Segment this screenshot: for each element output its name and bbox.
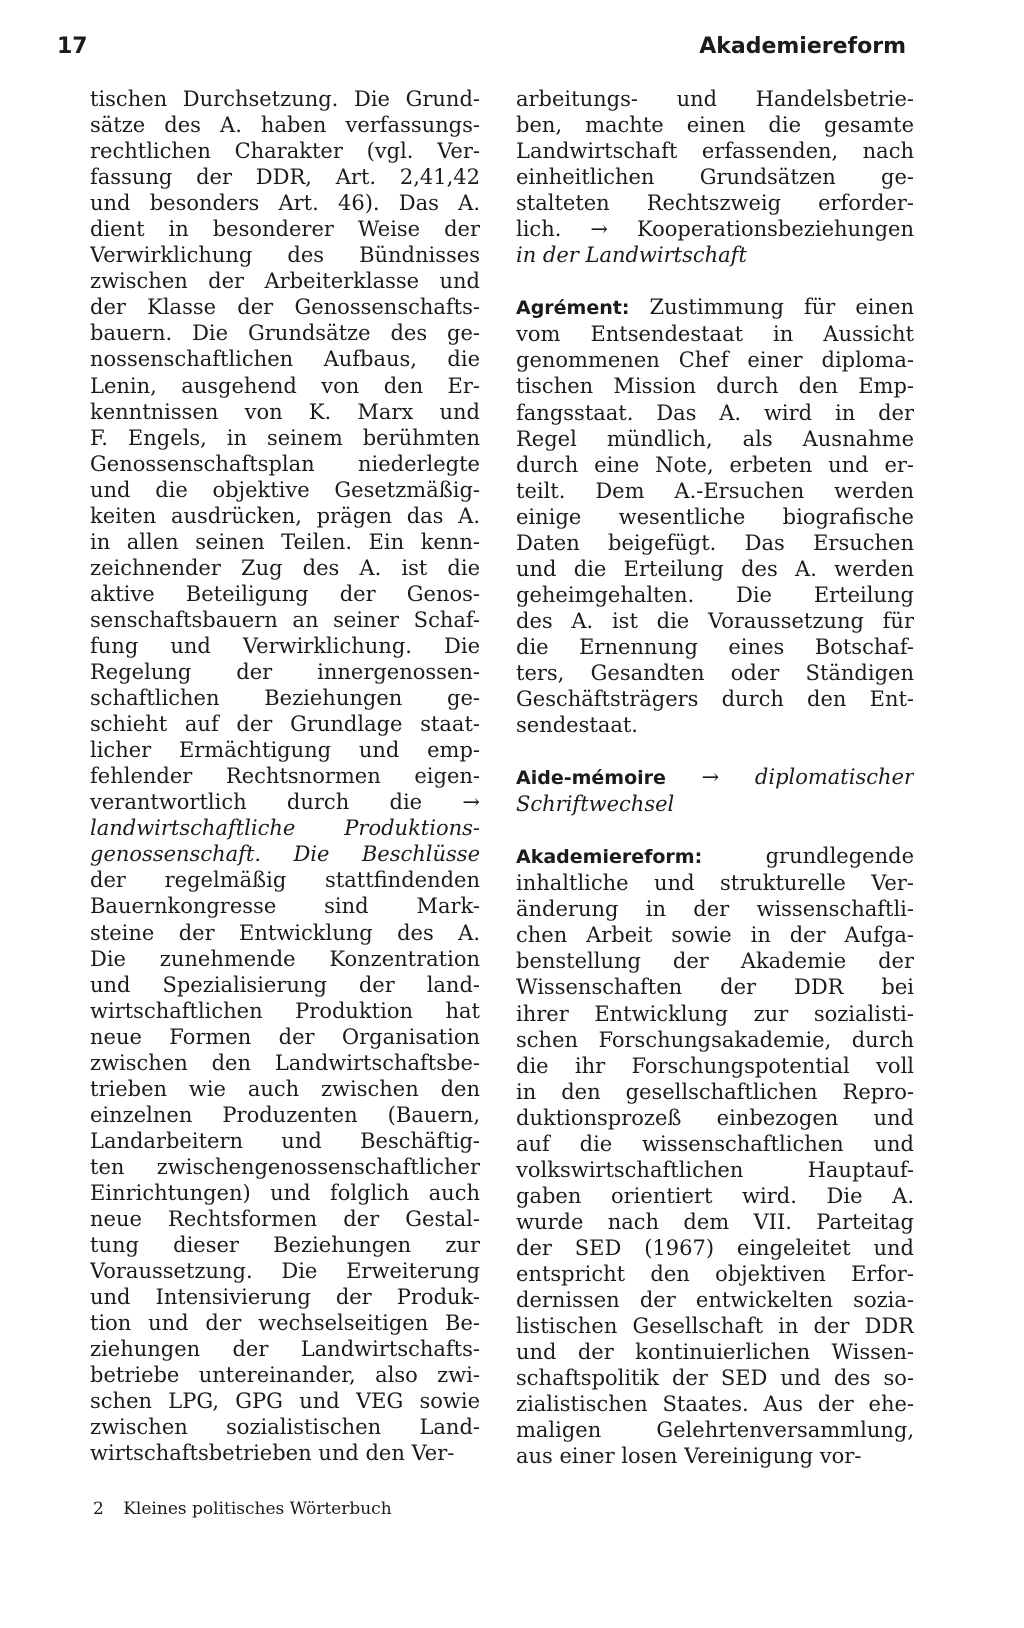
text-line: keiten ausdrücken, prägen das A.: [90, 503, 480, 528]
text-line: chen Arbeit sowie in der Aufga-: [516, 923, 914, 948]
text-line: Einrichtungen) und folglich auch: [90, 1180, 480, 1205]
text-line: ters, Gesandten oder Ständigen: [516, 660, 914, 685]
entry-aide-memoire: [516, 764, 914, 817]
text-line: schen LPG, GPG und VEG sowie: [90, 1389, 480, 1414]
text-line: Regelung der innergenossen-: [90, 660, 480, 685]
text-line: duktionsprozeß einbezogen und: [516, 1105, 914, 1130]
text-line: und besonders Art. 46). Das A.: [90, 191, 480, 216]
entry-akademiereform: [516, 843, 914, 1469]
text-line: entspricht den objektiven Erfor-: [516, 1261, 914, 1286]
text-line: rechtlichen Charakter (vgl. Ver-: [90, 139, 480, 164]
entry-agrement: [516, 294, 914, 738]
text-line: schen Forschungsakademie, durch: [516, 1027, 914, 1052]
text-line: senschaftsbauern an seiner Schaf-: [90, 607, 480, 632]
left-column: [90, 86, 480, 1466]
right-column: [516, 86, 914, 1469]
text-line: lich. → Kooperationsbeziehungen: [516, 217, 914, 242]
text-line: zeichnender Zug des A. ist die: [90, 555, 480, 580]
text-line: tischen Mission durch den Emp-: [516, 374, 914, 399]
text-line: aktive Beteiligung der Genos-: [90, 581, 480, 606]
text-line: nossenschaftlichen Aufbaus, die: [90, 347, 480, 372]
text-line: Landwirtschaft erfassenden, nach: [516, 139, 914, 164]
text-line: ben, machte einen die gesamte: [516, 113, 914, 138]
text-line: Daten beigefügt. Das Ersuchen: [516, 530, 914, 555]
text-line: Voraussetzung. Die Erweiterung: [90, 1259, 480, 1284]
text-line: dernissen der entwickelten sozia-: [516, 1288, 914, 1313]
text-line: landwirtschaftliche Produktions-: [90, 816, 480, 841]
text-line: teilt. Dem A.-Ersuchen werden: [516, 478, 914, 503]
text-line: die Ernennung eines Botschaf-: [516, 634, 914, 659]
text-line: und der kontinuierlichen Wissen-: [516, 1340, 914, 1365]
text-line: und die Erteilung des A. werden: [516, 556, 914, 581]
text-line: ziehungen der Landwirtschafts-: [90, 1337, 480, 1362]
text-line: Wissenschaften der DDR bei: [516, 975, 914, 1000]
signature-mark: 2: [93, 1499, 104, 1519]
running-head: Akademiereform: [699, 34, 906, 59]
text-line: schieht auf der Grundlage staat-: [90, 712, 480, 737]
text-line: arbeitungs- und Handelsbetrie-: [516, 87, 914, 111]
text-line: änderung in der wissenschaftli-: [516, 897, 914, 922]
text-line: zwischen den Landwirtschaftsbe-: [90, 1050, 480, 1075]
text-line: und Spezialisierung der land-: [90, 972, 480, 997]
text-line: wurde nach dem VII. Parteitag: [516, 1209, 914, 1234]
text-line: vom Entsendestaat in Aussicht: [516, 322, 914, 347]
lemma-agrement: Agrément:: [516, 297, 630, 320]
text-line: auf die wissenschaftlichen und: [516, 1131, 914, 1156]
footer: [93, 1499, 392, 1519]
text-line: betriebe untereinander, also zwi-: [90, 1363, 480, 1388]
text-line: trieben wie auch zwischen den: [90, 1076, 480, 1101]
text-line: volkswirtschaftlichen Hauptauf-: [516, 1157, 914, 1182]
text-line: F. Engels, in seinem berühmten: [90, 425, 480, 450]
text-line: der SED (1967) eingeleitet und: [516, 1235, 914, 1260]
text-line: in den gesellschaftlichen Repro-: [516, 1079, 914, 1104]
text-line: und die objektive Gesetzmäßig-: [90, 477, 480, 502]
entry-first-line: [516, 294, 914, 321]
text-line: neue Rechtsformen der Gestal-: [90, 1207, 480, 1232]
text-line: und Intensivierung der Produk-: [90, 1285, 480, 1310]
text-line: in allen seinen Teilen. Ein kenn-: [90, 529, 480, 554]
text-line: steine der Entwicklung des A.: [90, 920, 480, 945]
text-line: dient in besonderer Weise der: [90, 217, 480, 242]
lemma-aide-memoire: Aide-mémoire: [516, 767, 666, 790]
text-line: kenntnissen von K. Marx und: [90, 399, 480, 424]
text-line: einige wesentliche biografische: [516, 504, 914, 529]
text-line: tischen Durchsetzung. Die Grund-: [90, 87, 480, 111]
text-line: in der Landwirtschaft: [516, 243, 747, 268]
text-line: Genossenschaftsplan niederlegte: [90, 451, 480, 476]
text-line: sendestaat.: [516, 713, 638, 738]
text-line: inhaltliche und strukturelle Ver-: [516, 871, 914, 896]
text-line: schaftlichen Beziehungen ge-: [90, 686, 480, 711]
text-line: Schriftwechsel: [516, 792, 675, 817]
text-line: neue Formen der Organisation: [90, 1024, 480, 1049]
definition-start: grundlegende: [702, 844, 914, 869]
book-title: Kleines politisches Wörterbuch: [123, 1499, 392, 1519]
lemma-akademiereform: Akademiereform:: [516, 846, 703, 869]
text-line: ihrer Entwicklung zur sozialisti-: [516, 1001, 914, 1026]
text-line: wirtschaftlichen Produktion hat: [90, 998, 480, 1023]
page-number: 17: [57, 34, 88, 59]
text-line: Lenin, ausgehend von den Er-: [90, 373, 480, 398]
text-line: einheitlichen Grundsätzen ge-: [516, 165, 914, 190]
text-line: tung dieser Beziehungen zur: [90, 1233, 480, 1258]
text-line: zwischen der Arbeiterklasse und: [90, 269, 480, 294]
text-line: bauern. Die Grundsätze des ge-: [90, 321, 480, 346]
entry-first-line: [516, 764, 914, 791]
text-line: genossenschaft. Die Beschlüsse: [90, 842, 480, 867]
text-line: fangsstaat. Das A. wird in der: [516, 400, 914, 425]
text-line: die ihr Forschungspotential voll: [516, 1053, 914, 1078]
text-line: licher Ermächtigung und emp-: [90, 738, 480, 763]
text-line: wirtschaftsbetrieben und den Ver-: [90, 1441, 455, 1466]
text-line: tion und der wechselseitigen Be-: [90, 1311, 480, 1336]
text-line: maligen Gelehrtenversammlung,: [516, 1418, 914, 1443]
cross-reference: → diplomatischer: [665, 765, 914, 790]
text-line: schaftspolitik der SED und des so-: [516, 1366, 914, 1391]
text-line: zwischen sozialistischen Land-: [90, 1415, 480, 1440]
text-line: der regelmäßig stattfindenden: [90, 868, 480, 893]
text-line: Regel mündlich, als Ausnahme: [516, 426, 914, 451]
text-line: fassung der DDR, Art. 2,41,42: [90, 165, 480, 190]
text-line: gaben orientiert wird. Die A.: [516, 1183, 914, 1208]
text-line: geheimgehalten. Die Erteilung: [516, 582, 914, 607]
text-line: genommenen Chef einer diploma-: [516, 348, 914, 373]
text-line: listischen Gesellschaft in der DDR: [516, 1314, 914, 1339]
continuation-entry: [516, 86, 914, 268]
text-line: zialistischen Staates. Aus der ehe-: [516, 1392, 914, 1417]
text-line: benstellung der Akademie der: [516, 949, 914, 974]
text-line: des A. ist die Voraussetzung für: [516, 608, 914, 633]
text-line: stalteten Rechtszweig erforder-: [516, 191, 914, 216]
text-line: Verwirklichung des Bündnisses: [90, 243, 480, 268]
text-line: durch eine Note, erbeten und er-: [516, 452, 914, 477]
text-line: fung und Verwirklichung. Die: [90, 633, 480, 658]
text-line: Bauernkongresse sind Mark-: [90, 894, 480, 919]
text-line: Die zunehmende Konzentration: [90, 946, 480, 971]
text-line: aus einer losen Vereinigung vor-: [516, 1444, 862, 1469]
text-line: Landarbeitern und Beschäftig-: [90, 1128, 480, 1153]
definition-start: Zustimmung für einen: [629, 295, 914, 320]
text-line: sätze des A. haben verfassungs-: [90, 113, 480, 138]
text-line: fehlender Rechtsnormen eigen-: [90, 764, 480, 789]
entry-first-line: [516, 843, 914, 870]
text-line: einzelnen Produzenten (Bauern,: [90, 1102, 480, 1127]
text-line: Geschäftsträgers durch den Ent-: [516, 687, 914, 712]
text-line: der Klasse der Genossenschafts-: [90, 295, 480, 320]
text-line: verantwortlich durch die →: [90, 790, 480, 815]
text-line: ten zwischengenossenschaftlicher: [90, 1154, 480, 1179]
